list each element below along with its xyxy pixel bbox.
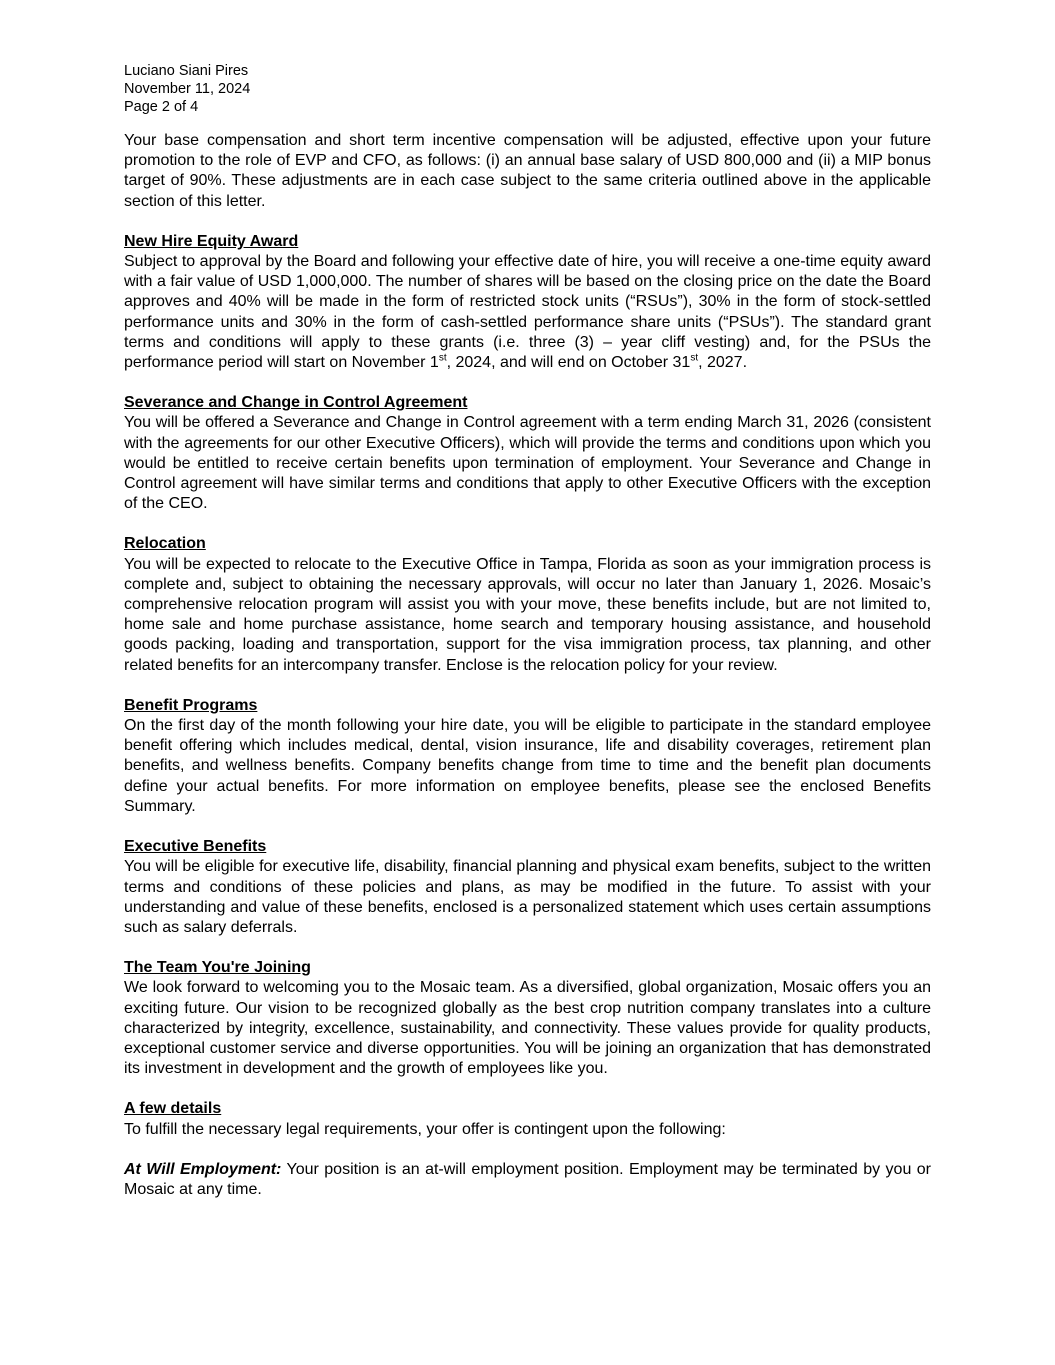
section-heading: The Team You're Joining xyxy=(124,959,311,977)
section-heading: Relocation xyxy=(124,535,206,553)
section-body: You will be offered a Severance and Change in Control agreement with a term ending March 31, 2026 (consistent with the agreements for our other Executive Officers), which will provide the terms and conditions upon which you would be entitled to receive certain benefits upon termination of employment. Your Severance and Change in Control agreement will have similar terms and conditions that apply to other Executive Officers with the exception of the CEO. xyxy=(124,414,931,513)
section-benefits xyxy=(124,696,931,817)
letter-date: November 11, 2024 xyxy=(124,81,251,97)
intro-paragraph: Your base compensation and short term incentive compensation will be adjusted, effective upon your future promotion to the role of EVP and CFO, as follows: (i) an annual base salary of USD 800,000 and (ii) a MIP bonus target of 90%. These adjustments are in each case subject to the same criteria outlined above in the applicable section of this letter. xyxy=(124,132,931,210)
at-will-label: At Will Employment: xyxy=(124,1160,282,1178)
section-executive-benefits xyxy=(124,837,931,938)
page-number: Page 2 of 4 xyxy=(124,99,199,115)
section-details xyxy=(124,1099,931,1139)
section-body: We look forward to welcoming you to the Mosaic team. As a diversified, global organization, Mosaic offers you an exciting future. Our vision to be recognized globally as the best crop nutrition company translates into a culture characterized by integrity, excellence, sustainability, and connectivity. These values provide for quality products, exceptional customer service and diverse opportunities. You will be joining an organization that has demonstrated its investment in development and the growth of employees like you. xyxy=(124,979,931,1078)
section-relocation xyxy=(124,534,931,675)
section-body: You will be eligible for executive life, disability, financial planning and physical exam benefits, subject to the written terms and conditions of these policies and plans, as may be modified in the future. To assist with your understanding and value of these benefits, enclosed is a personalized statement which uses certain assumptions such as salary deferrals. xyxy=(124,858,931,936)
section-at-will xyxy=(124,1160,931,1200)
section-body xyxy=(124,1160,931,1200)
recipient-name: Luciano Siani Pires xyxy=(124,63,249,79)
letter-header xyxy=(124,62,931,116)
section-heading: A few details xyxy=(124,1100,222,1118)
section-heading: Benefit Programs xyxy=(124,696,258,714)
ordinal-suffix: st xyxy=(690,352,699,364)
body-text: , 2027. xyxy=(698,354,748,372)
body-text: Your position is an at-will employment position. Employment may be terminated by you or Mosaic at any time. xyxy=(124,1160,931,1198)
body-text: Subject to approval by the Board and following your effective date of hire, you will receive a one-time equity award with a fair value of USD 1,000,000. The number of shares will be based on the closing price on the date the Board approves and 40% will be made in the form of restricted stock units (“RSUs”), 30% in the form of stock-settled performance units and 30% in the form of cash-settled performance share units (“PSUs”). The standard grant terms and conditions will apply to these grants (i.e. three (3) – year cliff vesting) and, for the PSUs the performance period will start on November 1 xyxy=(124,253,931,372)
section-heading: Severance and Change in Control Agreement xyxy=(124,394,468,412)
section-body: To fulfill the necessary legal requirements, your offer is contingent upon the following: xyxy=(124,1120,726,1138)
section-body: You will be expected to relocate to the Executive Office in Tampa, Florida as soon as your immigration process is complete and, subject to obtaining the necessary approvals, will occur no later than January 1, 2026. Mosaic’s comprehensive relocation program will assist you with your move, these benefits include, but are not limited to, home sale and home purchase assistance, home search and temporary housing assistance, and household goods packing, loading and transportation, support for the visa immigration process, tax planning, and other related benefits for an intercompany transfer. Enclose is the relocation policy for your review. xyxy=(124,555,931,674)
section-equity xyxy=(124,232,931,373)
section-heading: New Hire Equity Award xyxy=(124,232,299,250)
section-severance xyxy=(124,393,931,514)
section-body: On the first day of the month following your hire date, you will be eligible to participate in the standard employee benefit offering which includes medical, dental, vision insurance, life and disability coverages, retirement plan benefits, and wellness benefits. Company benefits change from time to time and the benefit plan documents define your actual benefits. For more information on employee benefits, please see the enclosed Benefits Summary. xyxy=(124,717,931,815)
letter-page xyxy=(124,62,931,1200)
section-body xyxy=(124,252,931,373)
body-text: , 2024, and will end on October 31 xyxy=(446,354,691,372)
ordinal-suffix: st xyxy=(438,352,447,364)
section-team xyxy=(124,958,931,1079)
section-heading: Executive Benefits xyxy=(124,838,267,856)
